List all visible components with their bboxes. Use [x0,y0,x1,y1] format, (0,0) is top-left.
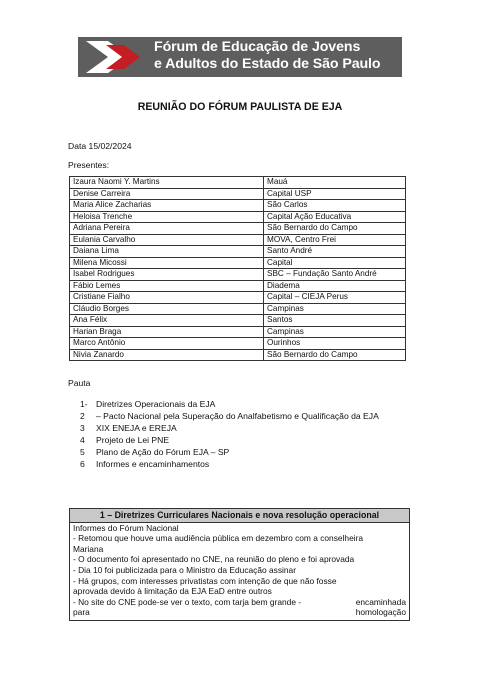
forum-logo-banner [78,37,402,77]
attendee-place: São Carlos [264,200,406,212]
section-1-heading: 1 – Diretrizes Curriculares Nacionais e nova resolução operacional [70,509,409,523]
section-1-line: para homologação [73,607,406,618]
table-row [70,177,406,189]
table-row [70,223,406,235]
attendee-name: Cristiane Fialho [70,292,264,304]
agenda-item-text: Diretrizes Operacionais da EJA [96,399,216,409]
section-1-line: - Retomou que houve uma audiência pública em dezembro com a conselheira [73,533,364,544]
attendee-name: Nivia Zanardo [70,349,264,361]
agenda-item-number: 4 [80,435,85,445]
agenda-item [80,446,400,458]
table-row [70,292,406,304]
attendee-name: Maria Alice Zacharias [70,200,264,212]
attendee-name: Ana Félix [70,315,264,327]
table-row [70,257,406,269]
attendee-name: Denise Carreira [70,188,264,200]
attendee-place: Campinas [264,326,406,338]
table-row [70,200,406,212]
table-row [70,326,406,338]
attendee-place: Capital [264,257,406,269]
section-1-line: - O documento foi apresentado no CNE, na reunião do pleno e foi aprovada [73,554,355,565]
table-row [70,188,406,200]
agenda-item-text: XIX ENEJA e EREJA [96,423,177,433]
table-row [70,211,406,223]
attendee-place: Capital – CIEJA Perus [264,292,406,304]
attendee-place: Capital Ação Educativa [264,211,406,223]
attendee-place: São Bernardo do Campo [264,223,406,235]
section-1-line: - No site do CNE pode-se ver o texto, com tarja bem grande - encaminhada [73,596,406,607]
agenda-item [80,434,400,446]
table-row [70,280,406,292]
agenda-item [80,398,400,410]
table-row [70,338,406,350]
forum-logo-icon [78,37,150,77]
attendee-place: São Bernardo do Campo [264,349,406,361]
attendee-name: Heloisa Trenche [70,211,264,223]
agenda-item-text: – Pacto Nacional pela Superação do Analfabetismo e Qualificação da EJA [96,411,379,421]
attendee-place: Diadema [264,280,406,292]
attendee-place: Santos [264,315,406,327]
agenda-item-text: Informes e encaminhamentos [96,459,210,469]
pauta-label: Pauta [68,378,91,388]
section-1-line: Mariana [73,543,104,554]
agenda-item-number: 1- [80,399,88,409]
agenda-list [80,398,400,470]
document-title: REUNIÃO DO FÓRUM PAULISTA DE EJA [137,101,343,113]
agenda-item [80,458,400,470]
logo-line-2: e Adultos do Estado de São Paulo [154,56,381,72]
attendee-name: Fábio Lemes [70,280,264,292]
section-1-box [69,508,410,621]
attendee-name: Harian Braga [70,326,264,338]
meeting-date: Data 15/02/2024 [68,141,132,151]
logo-line-1: Fórum de Educação de Jovens [154,39,361,55]
attendee-name: Daiana Lima [70,246,264,258]
attendee-name: Isabel Rodrigues [70,269,264,281]
section-1-line: - Há grupos, com interesses privatistas com intenção de que não fosse [73,575,337,586]
agenda-item [80,410,400,422]
table-row [70,269,406,281]
table-row [70,246,406,258]
attendance-table [69,176,406,361]
attendee-place: Mauá [264,177,406,189]
section-1-line: - Dia 10 foi publicizada para o Ministro da Educação assinar [73,564,296,575]
section-1-line: Informes do Fórum Nacional [73,522,179,533]
agenda-item-text: Plano de Ação do Fórum EJA – SP [96,447,230,457]
attendee-name: Eulania Carvalho [70,234,264,246]
attendee-place: Santo André [264,246,406,258]
table-row [70,303,406,315]
agenda-item-number: 5 [80,447,85,457]
agenda-item-number: 6 [80,459,85,469]
section-1-body [70,523,409,620]
table-row [70,315,406,327]
agenda-item [80,422,400,434]
logo-text [154,39,380,73]
agenda-item-number: 3 [80,423,85,433]
section-1-line: aprovada devido à limitação da EJA EaD entre outros [73,586,272,597]
table-row [70,349,406,361]
attendee-place: MOVA, Centro Frei [264,234,406,246]
agenda-item-text: Projeto de Lei PNE [96,435,170,445]
attendee-place: Capital USP [264,188,406,200]
attendee-place: Campinas [264,303,406,315]
attendee-name: Izaura Naomi Y. Martins [70,177,264,189]
attendee-place: SBC – Fundação Santo André [264,269,406,281]
attendee-place: Ourinhos [264,338,406,350]
attendee-name: Milena Micossi [70,257,264,269]
agenda-item-number: 2 [80,411,85,421]
attendee-name: Marco Antônio [70,338,264,350]
attendee-name: Adriana Pereira [70,223,264,235]
presentes-label: Presentes: [68,160,110,170]
attendee-name: Cláudio Borges [70,303,264,315]
table-row [70,234,406,246]
